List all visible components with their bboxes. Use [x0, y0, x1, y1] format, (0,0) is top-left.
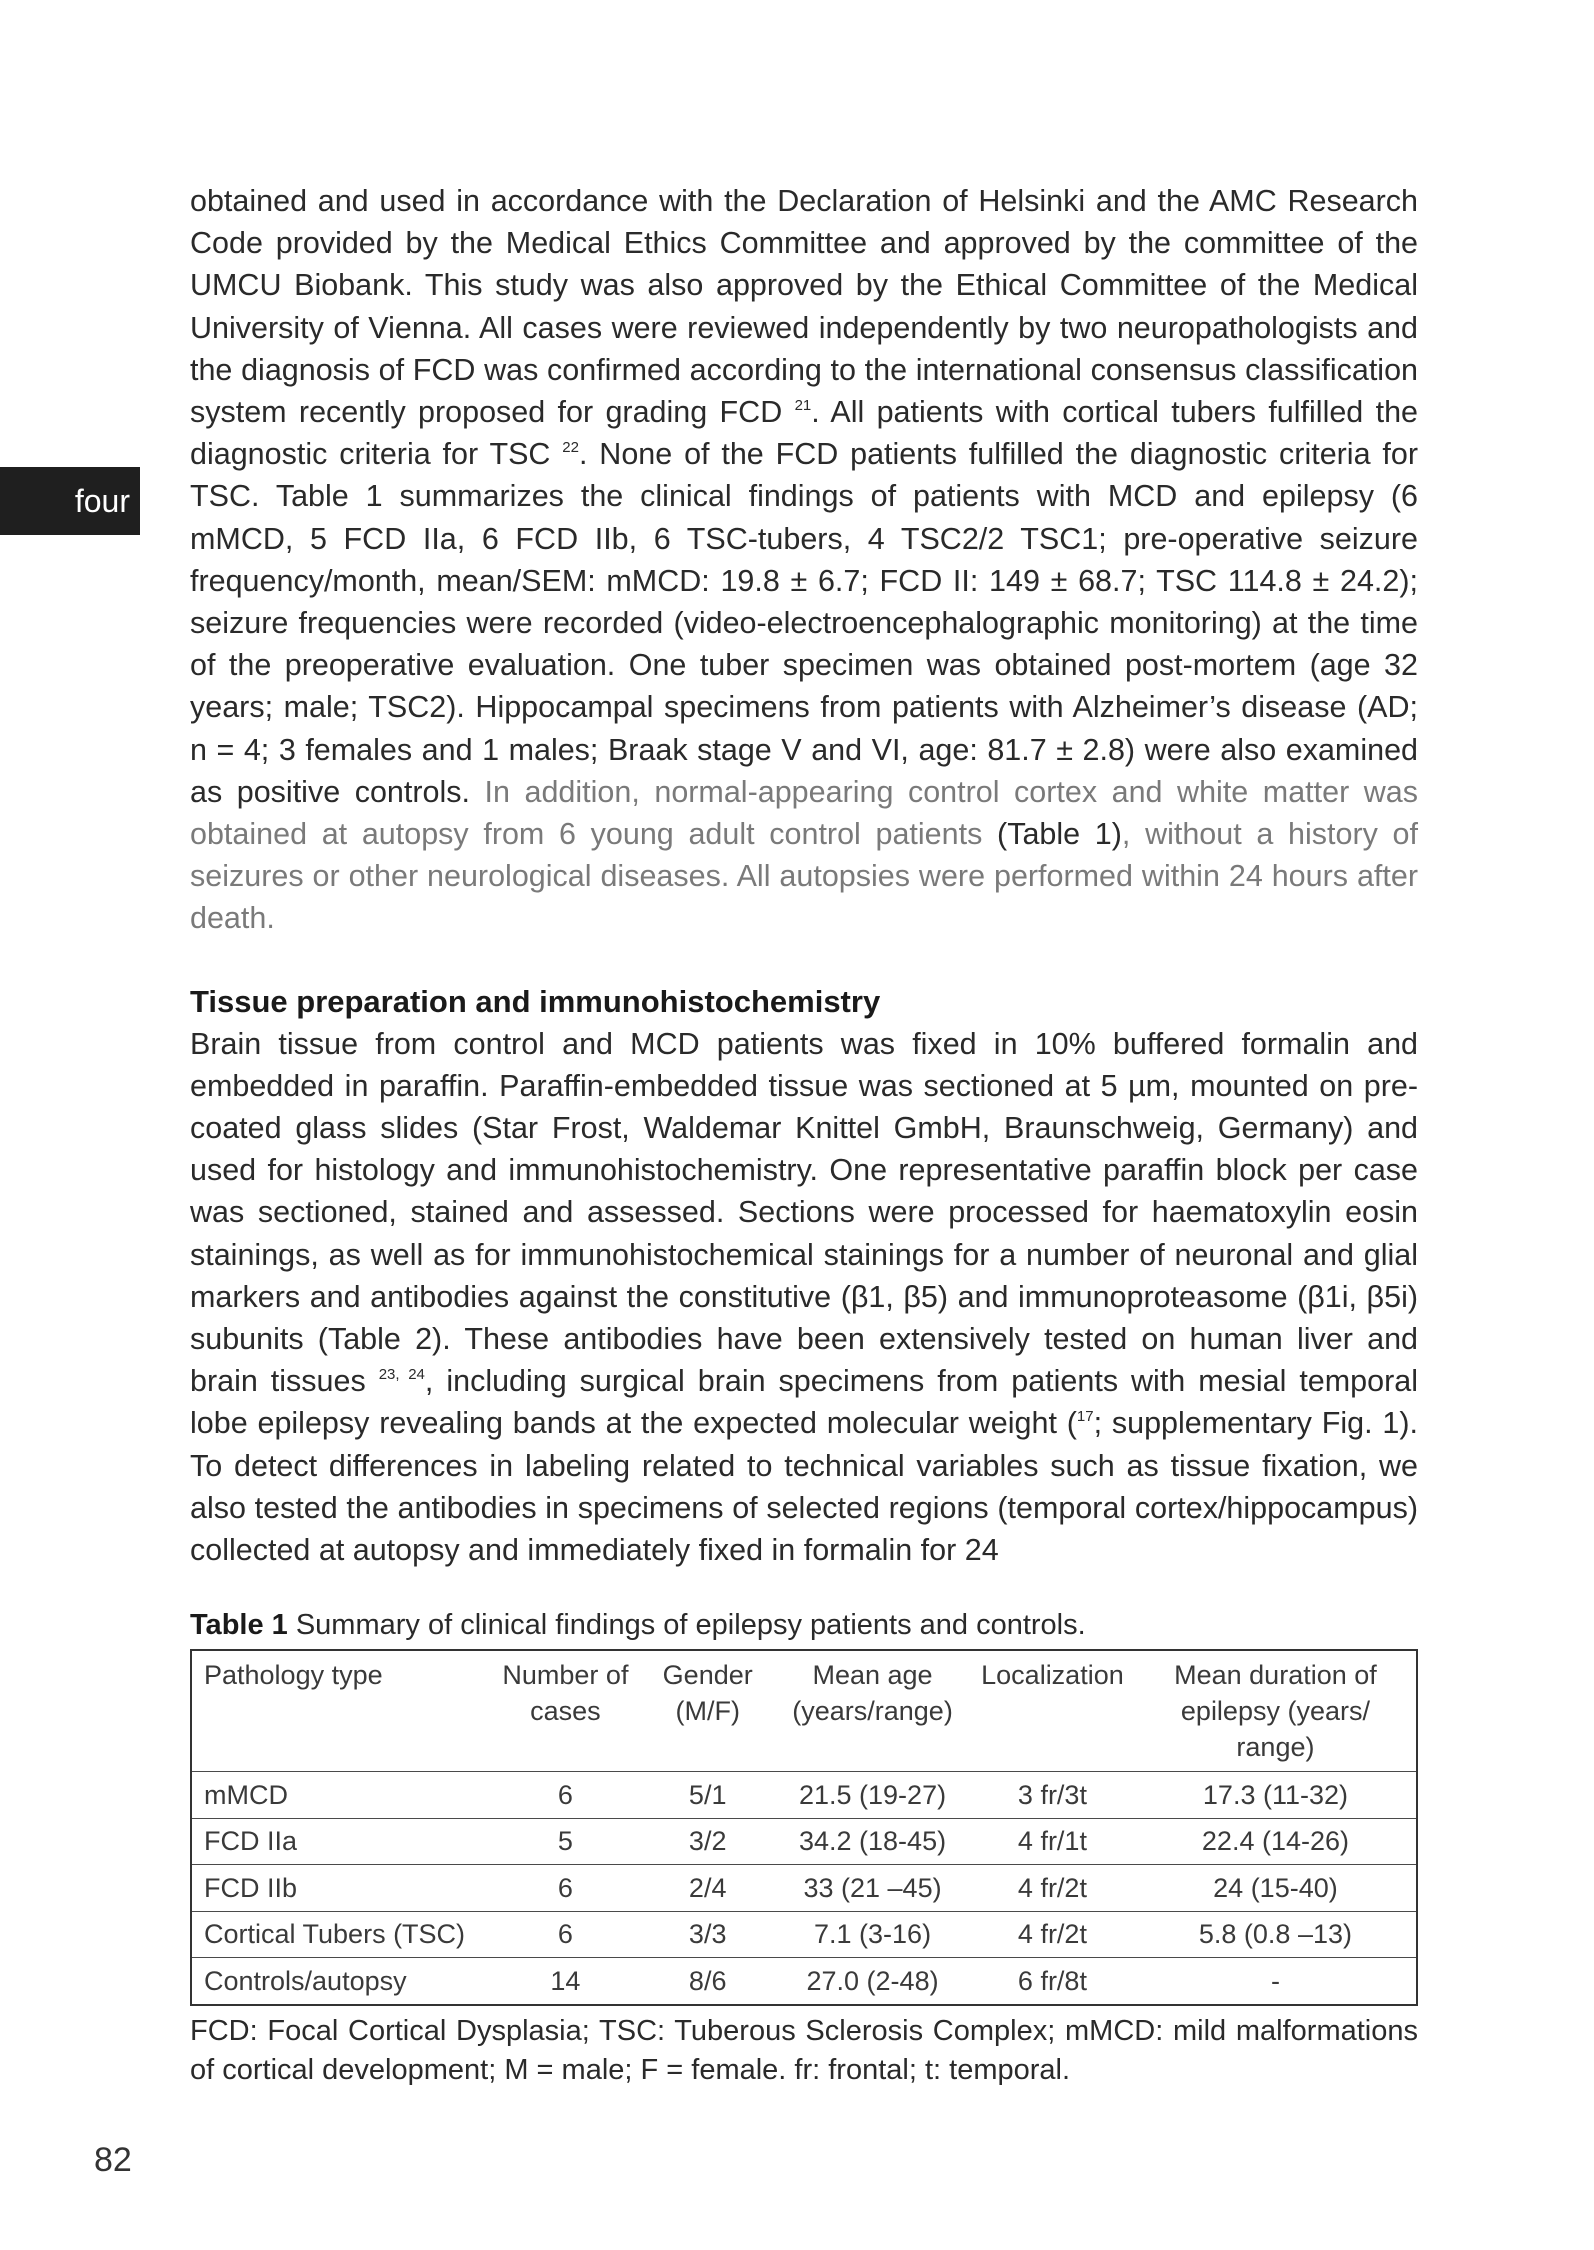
citation-21: 21: [794, 397, 812, 415]
page-content: [190, 180, 1418, 2090]
citation-23-24: 23, 24: [378, 1366, 425, 1384]
table-row: FCD IIa 5 3/2 34.2 (18-45) 4 fr/1t 22.4 (14-26): [191, 1818, 1417, 1865]
section-heading: Tissue preparation and immunohistochemistry: [190, 983, 881, 1019]
chapter-tab: four: [0, 467, 140, 535]
column-header: Mean age (years/range): [775, 1650, 970, 1772]
table-row: FCD IIb 6 2/4 33 (21 –45) 4 fr/2t 24 (15-40): [191, 1865, 1417, 1912]
table-footnote: FCD: Focal Cortical Dysplasia; TSC: Tuberous Sclerosis Complex; mMCD: mild malformations of cortical development; M = male; F = female. fr: frontal; t: temporal.: [190, 2014, 1418, 2086]
column-header: Pathology type: [191, 1650, 491, 1772]
table-row: Controls/autopsy 14 8/6 27.0 (2-48) 6 fr/8t -: [191, 1958, 1417, 2005]
table-row: Cortical Tubers (TSC) 6 3/3 7.1 (3-16) 4 fr/2t 5.8 (0.8 –13): [191, 1911, 1417, 1958]
methods-paragraph-2: Brain tissue from control and MCD patients was fixed in 10% buffered formalin and embedded in paraffin. Paraffin-embedded tissue was sectioned at 5 µm, mounted on pre-coated glass slides (Star Frost, Waldemar Knittel GmbH, Braunschweig, Germany) and used for histology and immunohistochemistry. One representative paraffin block per case was sectioned, stained and assessed. Sections were processed for haematoxylin eosin stainings, as well as for immunohistochemical stainings for a number of neuronal and glial markers and antibodies against the constitutive (β1, β5) and immunoproteasome (β1i, β5i) subunits (Table 2). These antibodies have been extensively tested on human liver and brain tissues $^{23, 24}$, including surgical brain specimens from patients with mesial temporal lobe epilepsy revealing bands at the expected molecular weight ($^{17}$; supplementary Fig. 1). To detect differences in labeling related to technical variables such as tissue fixation, we also tested the antibodies in specimens of selected regions (temporal cortex/hippocampus) collected at autopsy and immediately fixed in formalin for 24: [190, 1026, 1418, 1568]
page-number: 82: [94, 2141, 132, 2179]
table-header-row: [191, 1650, 1417, 1772]
citation-22: 22: [562, 439, 579, 457]
methods-paragraph-1: obtained and used in accordance with the Declaration of Helsinki and the AMC Research Code provided by the Medical Ethics Committee and approved by the committee of the UMCU Biobank. This study was also approved by the Ethical Committee of the Medical University of Vienna. All cases were reviewed independently by two neuropathologists and the diagnosis of FCD was confirmed according to the international consensus classification system recently proposed for grading FCD $^{21}$. All patients with cortical tubers fulfilled the diagnostic criteria for TSC $^{22}$. None of the FCD patients fulfilled the diagnostic criteria for TSC. Table 1 summarizes the clinical findings of patients with MCD and epilepsy (6 mMCD, 5 FCD IIa, 6 FCD IIb, 6 TSC-tubers, 4 TSC2/2 TSC1; pre-operative seizure frequency/month, mean/SEM: mMCD: 19.8 ± 6.7; FCD II: 149 ± 68.7; TSC 114.8 ± 24.2); seizure frequencies were recorded (video-electroencephalographic monitoring) at the time of the preoperative evaluation. One tuber specimen was obtained post-mortem (age 32 years; male; TSC2). Hippocampal specimens from patients with Alzheimer’s disease (AD; n = 4; 3 females and 1 males; Braak stage V and VI, age: 81.7 ± 2.8) were also examined as positive controls. In addition, normal-appearing control cortex and white matter was obtained at autopsy from 6 young adult control patients (Table 1), without a history of seizures or other neurological diseases. All autopsies were performed within 24 hours after death.: [190, 184, 1419, 936]
column-header: Localization: [970, 1650, 1135, 1772]
column-header: Number of cases: [491, 1650, 641, 1772]
column-header: Gender (M/F): [640, 1650, 775, 1772]
table-1-reference: (Table 1): [997, 817, 1122, 852]
table-caption: Table 1 Summary of clinical findings of epilepsy patients and controls.: [190, 1609, 1086, 1642]
clinical-findings-table: [190, 1649, 1418, 2006]
column-header: Mean duration of epilepsy (years/ range): [1135, 1650, 1417, 1772]
table-row: mMCD 6 5/1 21.5 (19-27) 3 fr/3t 17.3 (11-32): [191, 1772, 1417, 1819]
citation-17: 17: [1076, 1408, 1094, 1426]
